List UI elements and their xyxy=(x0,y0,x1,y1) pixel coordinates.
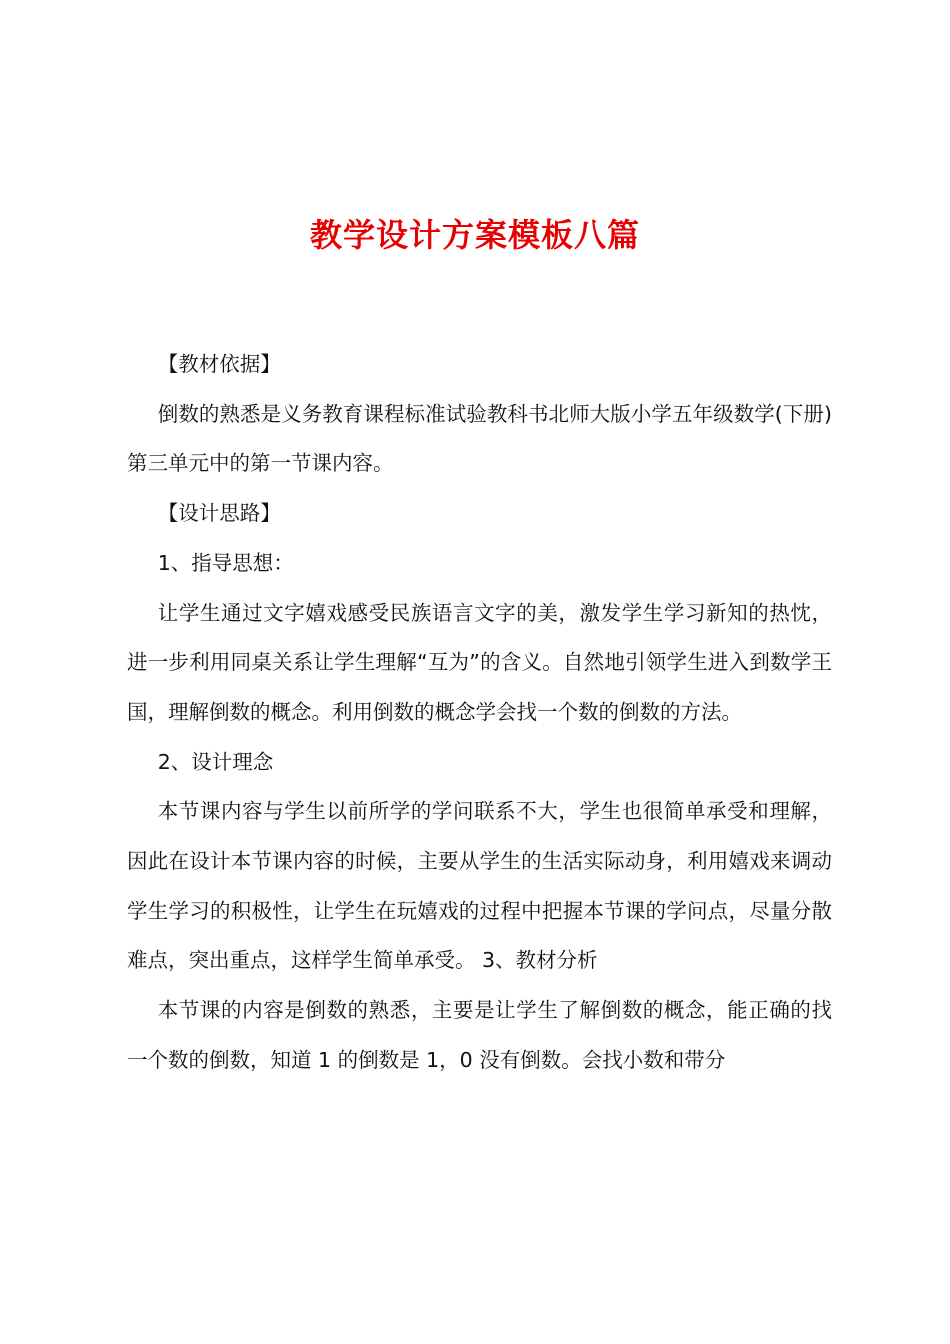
section-heading-textbook-basis: 【教材依据】 xyxy=(157,352,281,376)
section-heading-design-idea: 【设计思路】 xyxy=(157,501,281,526)
subheading-design-concept: 2、设计理念 xyxy=(157,749,274,774)
paragraph-textbook-analysis: 本节课的内容是倒数的熟悉，主要是让学生了解倒数的概念，能正确的找一个数的倒数，知道 1 的倒数是 1，0 没有倒数。会找小数和带分 xyxy=(127,998,832,1072)
document-title: 教学设计方案模板八篇 xyxy=(309,216,640,254)
paragraph-design-concept: 本节课内容与学生以前所学的学问联系不大，学生也很简单承受和理解，因此在设计本节课内容的时候，主要从学生的生活实际动身，利用嬉戏来调动学生学习的积极性，让学生在玩嬉戏的过程中把握本节课的学问点，尽量分散难点，突出重点，这样学生简单承受。 3、教材分析 xyxy=(127,799,832,973)
paragraph-guiding-thought: 让学生通过文字嬉戏感受民族语言文字的美，激发学生学习新知的热忱，进一步利用同桌关系让学生理解“互为”的含义。自然地引领学生进入到数学王国，理解倒数的概念。利用倒数的概念学会找一个数的倒数的方法。 xyxy=(127,600,832,724)
document-body xyxy=(127,340,832,1086)
paragraph-textbook-basis: 倒数的熟悉是义务教育课程标准试验教科书北师大版小学五年级数学(下册)第三单元中的第一节课内容。 xyxy=(127,401,832,476)
subheading-guiding-thought: 1、指导思想： xyxy=(157,550,294,575)
